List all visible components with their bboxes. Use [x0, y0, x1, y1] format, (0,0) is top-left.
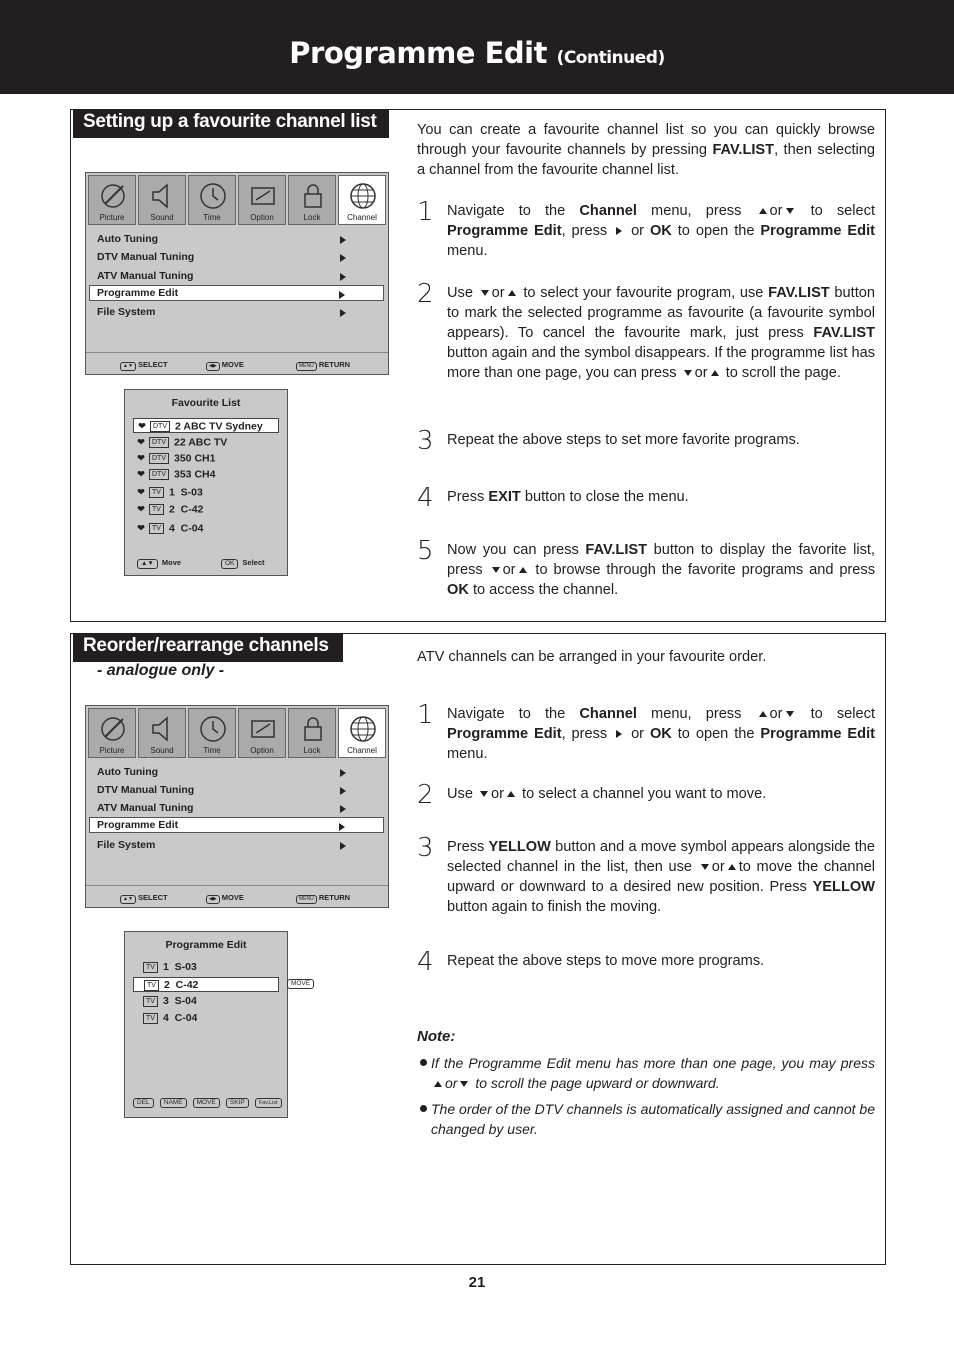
step-number: 2	[417, 279, 434, 309]
step-text: Repeat the above steps to set more favorite programs.	[447, 432, 800, 448]
heart-icon: ❤	[137, 487, 145, 497]
step-text: Navigate to the Channel menu, press or to select Programme Edit, press or OK to open the Programme Edit menu.	[447, 203, 875, 259]
tv-menu	[85, 172, 389, 375]
heart-icon: ❤	[138, 421, 146, 431]
note-title: Note:	[417, 1028, 456, 1045]
menu-icons	[88, 175, 386, 225]
fav-row[interactable]: ❤ DTV 353 CH4	[133, 467, 279, 482]
step-number: 4	[417, 947, 434, 977]
down-arrow-icon	[684, 370, 692, 376]
step-number: 1	[417, 700, 434, 730]
menu-item-atv-manual[interactable]: ATV Manual Tuning	[96, 800, 384, 816]
lock-icon: Lock	[288, 708, 336, 758]
down-arrow-icon	[701, 864, 709, 870]
down-arrow-icon	[492, 567, 500, 573]
section-intro: You can create a favourite channel list so you can quickly browse through your favourite channels by pressing FAV.LIST, then selecting a channel from the favourite channel list.	[417, 122, 875, 178]
fav-row[interactable]: ❤ DTV 2 ABC TV Sydney	[133, 418, 279, 433]
move-hint: ◀▶ MOVE	[206, 360, 244, 371]
return-hint: MENU RETURN	[296, 360, 350, 371]
up-arrow-icon	[434, 1081, 442, 1087]
heart-icon: ❤	[137, 469, 145, 479]
menu-footer	[86, 885, 388, 907]
edit-footer	[133, 1097, 287, 1108]
step-text: Now you can press FAV.LIST button to display the favorite list, press or to browse through the favorite programs and press OK to access the channel.	[447, 542, 876, 598]
fav-select-hint: OK Select	[221, 558, 265, 569]
option-icon: Option	[238, 175, 286, 225]
return-hint: MENU RETURN	[296, 893, 350, 904]
page-number: 21	[468, 1274, 486, 1291]
down-arrow-icon	[786, 208, 794, 214]
step-text: Use or to select a channel you want to move.	[447, 786, 767, 802]
menu-item-file-system[interactable]: File System	[96, 837, 384, 853]
right-arrow-icon	[616, 730, 622, 738]
reorder-section	[70, 633, 886, 1265]
tv-menu	[85, 705, 389, 908]
step-text: Repeat the above steps to move more programs.	[447, 953, 765, 969]
section-title: Setting up a favourite channel list	[73, 110, 389, 138]
up-arrow-icon	[519, 567, 527, 573]
step-text: Navigate to the Channel menu, press or to select Programme Edit, press or OK to open the Programme Edit menu.	[447, 706, 875, 762]
move-hint: ◀▶ MOVE	[206, 893, 244, 904]
heart-icon: ❤	[137, 523, 145, 533]
down-arrow-icon	[481, 290, 489, 296]
menu-item-auto-tuning[interactable]: Auto Tuning	[96, 764, 384, 780]
move-badge: MOVE	[287, 979, 314, 989]
step-text: Use or to select your favourite program, use FAV.LIST button to mark the selected programme as favourite (a favourite symbol appears). To cancel the favourite mark, just press FAV.LIST button again and the symbol disappears. If the programme list has more than one page, you can press or to scroll the page.	[447, 285, 876, 381]
menu-item-file-system[interactable]: File System	[96, 304, 384, 320]
fav-row[interactable]: ❤ DTV 22 ABC TV	[133, 435, 279, 450]
edit-row[interactable]: TV 2 C-42	[133, 977, 279, 992]
edit-row[interactable]: TV 1 S-03	[143, 960, 279, 975]
menu-item-dtv-manual[interactable]: DTV Manual Tuning	[96, 782, 384, 798]
programme-edit-panel	[124, 931, 288, 1118]
page-header	[0, 0, 954, 94]
note-item: The order of the DTV channels is automatically assigned and cannot be changed by user.	[417, 1099, 875, 1139]
edit-row[interactable]: TV 4 C-04	[143, 1011, 279, 1026]
menu-item-programme-edit[interactable]: Programme Edit	[89, 285, 384, 301]
programme-edit-title: Programme Edit	[165, 939, 247, 951]
right-arrow-icon	[616, 227, 622, 235]
up-arrow-icon	[759, 711, 767, 717]
page-title: Programme Edit (Continued)	[289, 36, 665, 70]
time-icon: Time	[188, 175, 236, 225]
down-arrow-icon	[460, 1081, 468, 1087]
menu-item-dtv-manual[interactable]: DTV Manual Tuning	[96, 249, 384, 265]
menu-item-atv-manual[interactable]: ATV Manual Tuning	[96, 268, 384, 284]
step-number: 2	[417, 780, 434, 810]
heart-icon: ❤	[137, 504, 145, 514]
time-icon: Time	[188, 708, 236, 758]
favourite-section	[70, 109, 886, 622]
menu-icons	[88, 708, 386, 758]
up-arrow-icon	[728, 864, 736, 870]
step-number: 5	[417, 536, 434, 566]
channel-icon: Channel	[338, 708, 386, 758]
menu-footer	[86, 352, 388, 374]
step-text: Press EXIT button to close the menu.	[447, 489, 689, 505]
up-arrow-icon	[507, 791, 515, 797]
del-button[interactable]: DEL	[133, 1098, 154, 1108]
select-hint: ▲▼ SELECT	[120, 893, 168, 904]
fav-row[interactable]: ❤ TV 2 C-42	[133, 502, 279, 517]
skip-button[interactable]: SKIP	[226, 1098, 249, 1108]
fav-row[interactable]: ❤ TV 1 S-03	[133, 485, 279, 500]
picture-icon: Picture	[88, 708, 136, 758]
move-button[interactable]: MOVE	[193, 1098, 220, 1108]
menu-item-programme-edit[interactable]: Programme Edit	[89, 817, 384, 833]
heart-icon: ❤	[137, 437, 145, 447]
heart-icon: ❤	[137, 453, 145, 463]
up-arrow-icon	[759, 208, 767, 214]
fav-list-button[interactable]: Fav.List	[255, 1098, 282, 1108]
channel-icon: Channel	[338, 175, 386, 225]
sound-icon: Sound	[138, 175, 186, 225]
page-subtitle: (Continued)	[556, 48, 665, 68]
step-number: 4	[417, 483, 434, 513]
sound-icon: Sound	[138, 708, 186, 758]
favourite-list-title: Favourite List	[171, 397, 241, 409]
name-button[interactable]: NAME	[160, 1098, 187, 1108]
lock-icon: Lock	[288, 175, 336, 225]
fav-move-hint: ▲▼ Move	[137, 558, 181, 569]
fav-row[interactable]: ❤ TV 4 C-04	[133, 521, 279, 536]
option-icon: Option	[238, 708, 286, 758]
favourite-list-panel	[124, 389, 288, 576]
step-number: 1	[417, 197, 434, 227]
step-number: 3	[417, 833, 434, 863]
note-item: If the Programme Edit menu has more than one page, you may press or to scroll the page upward or downward.	[417, 1053, 875, 1093]
select-hint: ▲▼ SELECT	[120, 360, 168, 371]
down-arrow-icon	[480, 791, 488, 797]
edit-row[interactable]: TV 3 S-04	[143, 994, 279, 1009]
section-subtitle: - analogue only -	[97, 662, 225, 679]
fav-row[interactable]: ❤ DTV 350 CH1	[133, 451, 279, 466]
step-text: Press YELLOW button and a move symbol appears alongside the selected channel in the list, then use or to move the channel upward or downward to a desired new position. Press YELLOW button again to finish the moving.	[447, 839, 875, 915]
note	[417, 1028, 875, 1139]
picture-icon: Picture	[88, 175, 136, 225]
step-number: 3	[417, 426, 434, 456]
up-arrow-icon	[711, 370, 719, 376]
up-arrow-icon	[508, 290, 516, 296]
section-intro: ATV channels can be arranged in your favourite order.	[417, 649, 767, 665]
menu-item-auto-tuning[interactable]: Auto Tuning	[96, 231, 384, 247]
section-title: Reorder/rearrange channels	[73, 634, 343, 662]
down-arrow-icon	[786, 711, 794, 717]
